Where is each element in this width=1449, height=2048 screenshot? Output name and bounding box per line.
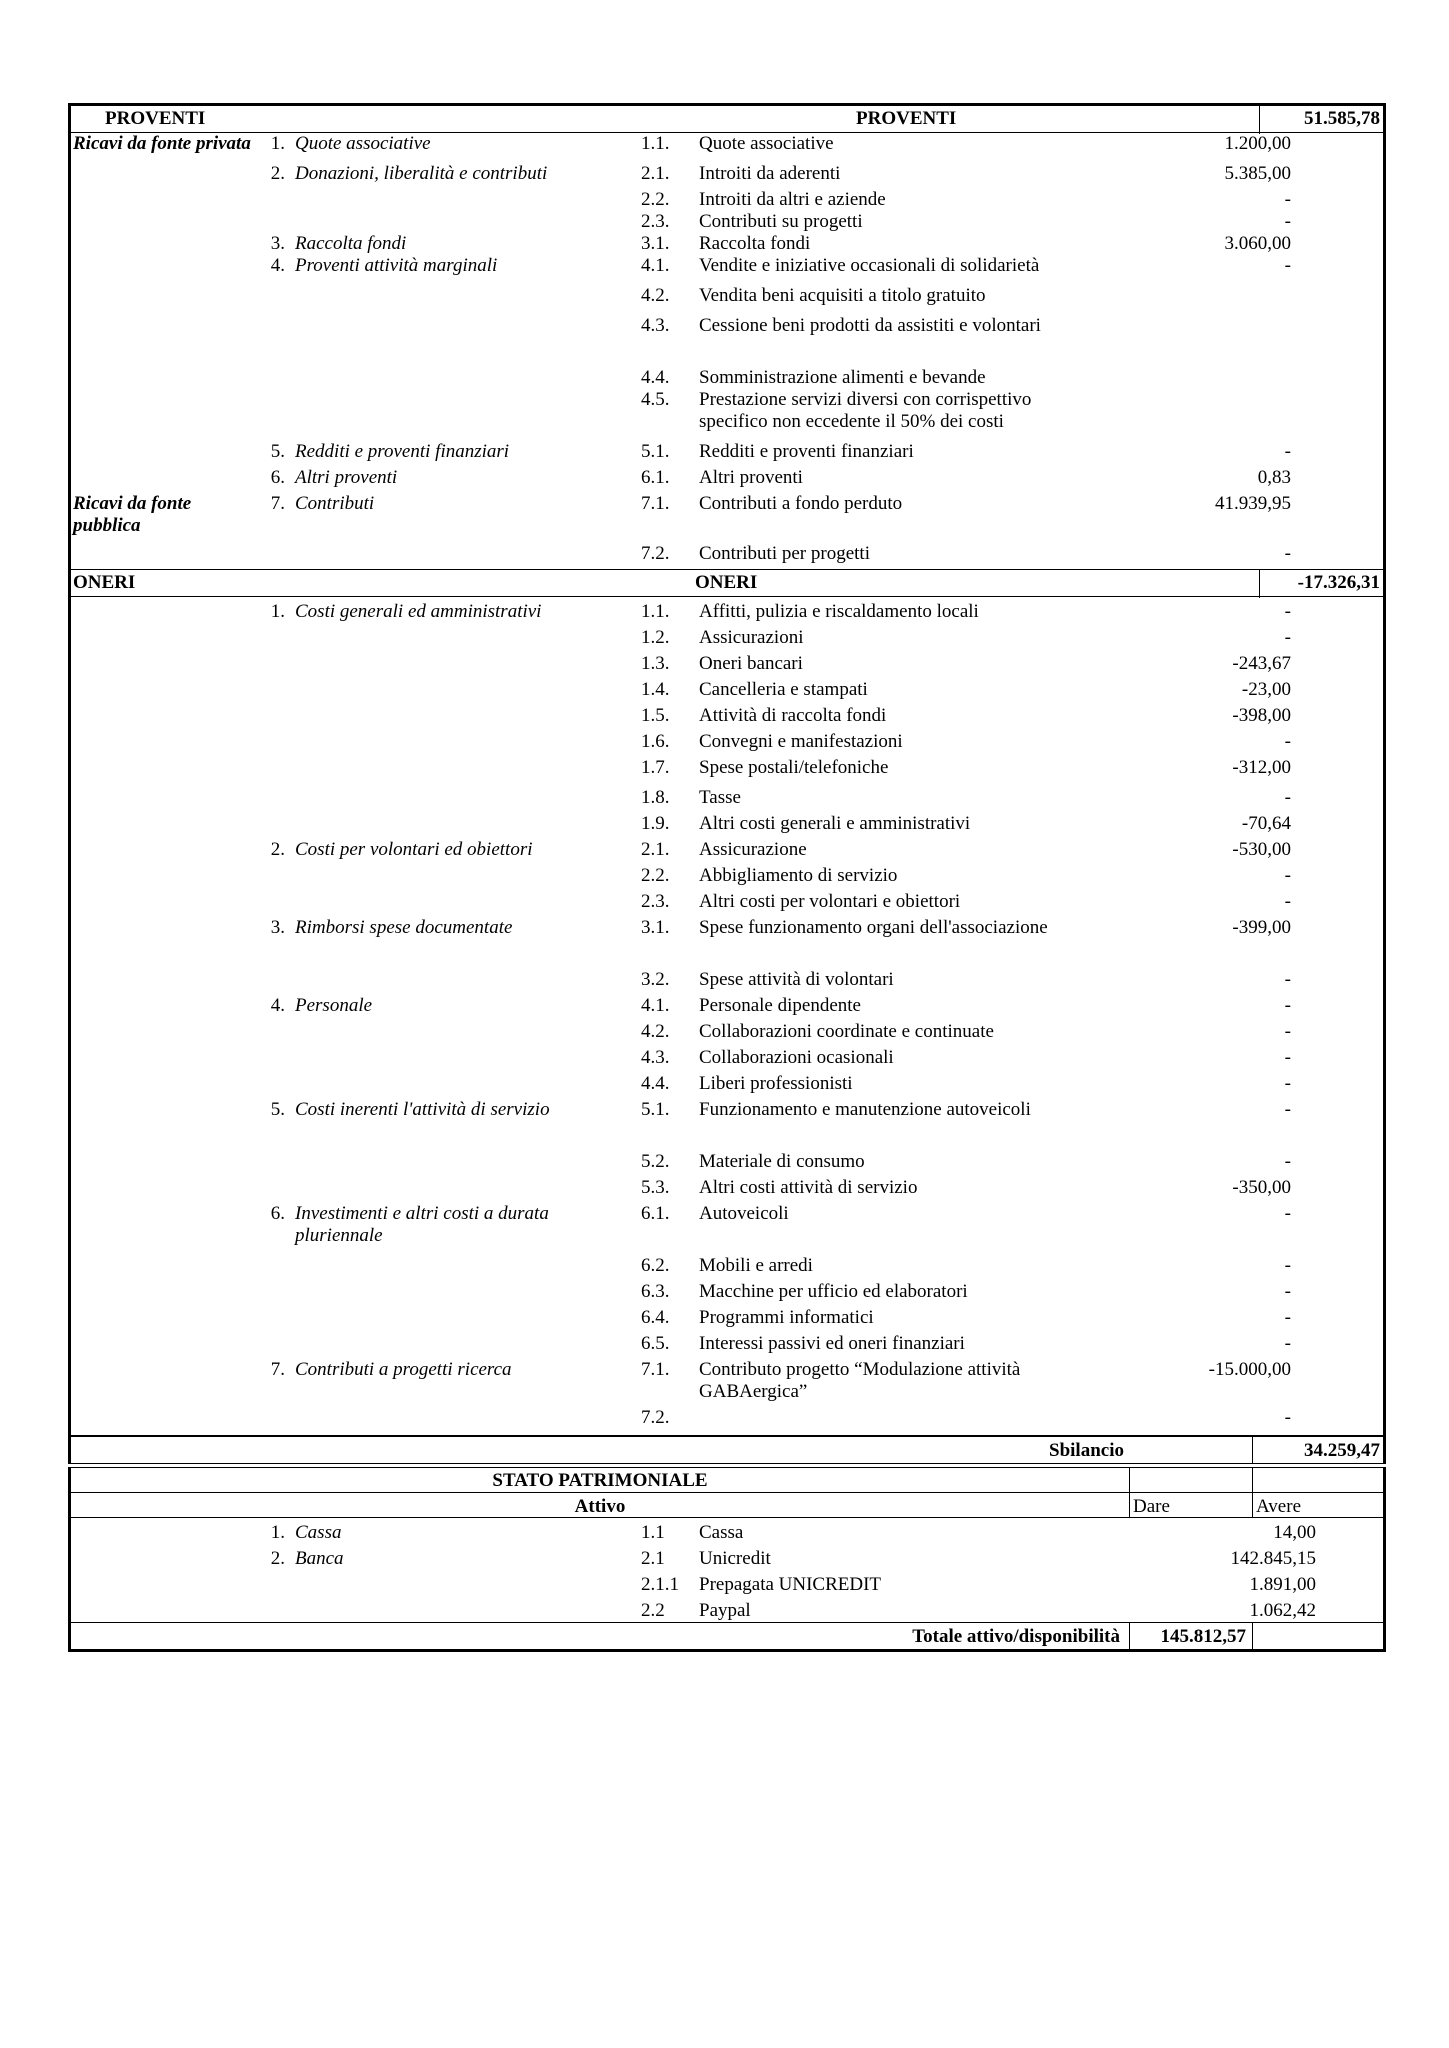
item-description: Collaborazioni ocasionali	[699, 1047, 894, 1068]
item-code: 3.2.	[641, 969, 670, 990]
oneri-row	[71, 995, 1383, 1017]
category-number: 2.	[270, 839, 285, 860]
oneri-header	[71, 570, 1383, 597]
item-description: Tasse	[699, 787, 741, 808]
oneri-row	[71, 1255, 1383, 1277]
item-amount: -	[1284, 1047, 1291, 1068]
sbilancio-divider	[1252, 1437, 1253, 1465]
oneri-row	[71, 1281, 1383, 1303]
item-description: Unicredit	[699, 1547, 771, 1569]
category-number: 5.	[270, 441, 285, 462]
item-description: Oneri bancari	[699, 653, 803, 674]
totale-attivo-label: Totale attivo/disponibilità	[912, 1625, 1120, 1647]
attivo-row	[71, 1574, 1383, 1596]
category-number: 2.	[270, 163, 285, 184]
item-description: Contributo progetto “Modulazione attività GABAergica”	[699, 1359, 1021, 1402]
oneri-row	[71, 627, 1383, 649]
sbilancio-value: 34.259,47	[1304, 1439, 1380, 1461]
oneri-row	[71, 839, 1383, 861]
oneri-row	[71, 787, 1383, 809]
item-description: Convegni e manifestazioni	[699, 731, 903, 752]
category-label: Contributi a progetti ricerca	[295, 1359, 512, 1380]
item-amount: -23,00	[1241, 679, 1291, 700]
item-code: 7.2.	[641, 543, 670, 564]
section-label: Ricavi da fonte privata	[73, 133, 251, 154]
oneri-row	[71, 1177, 1383, 1199]
totale-attivo-value: 145.812,57	[1160, 1625, 1246, 1647]
oneri-row	[71, 1407, 1383, 1429]
proventi-row	[71, 133, 1383, 155]
category-label: Redditi e proventi finanziari	[295, 441, 510, 462]
item-amount: -	[1284, 627, 1291, 648]
item-amount: -	[1284, 1307, 1291, 1328]
item-code: 2.2	[641, 1599, 665, 1621]
item-amount: -243,67	[1232, 653, 1291, 674]
item-amount: 3.060,00	[1224, 233, 1291, 254]
category-label: Personale	[295, 995, 373, 1016]
oneri-row	[71, 1151, 1383, 1173]
item-amount: -	[1284, 543, 1291, 564]
proventi-total: 51.585,78	[1304, 108, 1380, 129]
item-code: 4.2.	[641, 285, 670, 306]
item-amount: -	[1284, 969, 1291, 990]
oneri-row	[71, 653, 1383, 675]
item-code: 4.4.	[641, 1073, 670, 1094]
stato-patrimoniale-title-row	[71, 1468, 1383, 1493]
item-code: 4.5.	[641, 389, 670, 410]
category-number: 4.	[270, 995, 285, 1016]
item-amount: -	[1284, 1281, 1291, 1302]
category-number: 6.	[270, 467, 285, 488]
item-description: Affitti, pulizia e riscaldamento locali	[699, 601, 979, 622]
oneri-row	[71, 679, 1383, 701]
item-code: 2.3.	[641, 211, 670, 232]
oneri-total-divider	[1259, 570, 1260, 598]
item-description: Altri costi generali e amministrativi	[699, 813, 971, 834]
item-code: 1.8.	[641, 787, 670, 808]
item-amount: -	[1284, 189, 1291, 210]
item-description: Cancelleria e stampati	[699, 679, 868, 700]
category-label: Costi inerenti l'attività di servizio	[295, 1099, 550, 1120]
item-amount: -	[1284, 1203, 1291, 1224]
item-code: 2.2.	[641, 189, 670, 210]
oneri-row	[71, 601, 1383, 623]
item-amount: -	[1284, 891, 1291, 912]
oneri-row	[71, 757, 1383, 779]
item-amount: -	[1284, 1407, 1291, 1428]
item-code: 4.1.	[641, 995, 670, 1016]
oneri-row	[71, 1073, 1383, 1095]
totale-avere-divider	[1252, 1623, 1253, 1649]
oneri-row	[71, 865, 1383, 887]
item-amount: 142.845,15	[1230, 1547, 1316, 1569]
category-label: Cassa	[295, 1521, 342, 1543]
dare-divider	[1129, 1468, 1130, 1494]
category-number: 5.	[270, 1099, 285, 1120]
avere-divider-2	[1252, 1493, 1253, 1519]
proventi-row	[71, 255, 1383, 277]
category-label: Altri proventi	[295, 467, 398, 488]
item-code: 1.6.	[641, 731, 670, 752]
proventi-rows	[71, 133, 1383, 565]
item-description: Introiti da altri e aziende	[699, 189, 886, 210]
category-number: 3.	[270, 917, 285, 938]
totale-dare-divider	[1129, 1623, 1130, 1649]
item-description: Prestazione servizi diversi con corrispettivo specifico non eccedente il 50% dei costi	[699, 389, 1032, 432]
item-amount: -	[1284, 1021, 1291, 1042]
category-number: 3.	[270, 233, 285, 254]
proventi-row	[71, 367, 1383, 389]
item-description: Liberi professionisti	[699, 1073, 853, 1094]
section-label: Ricavi da fonte pubblica	[73, 493, 192, 536]
item-amount: -	[1284, 787, 1291, 808]
item-description: Vendite e iniziative occasionali di solidarietà	[699, 255, 1040, 276]
category-label: Contributi	[295, 493, 375, 514]
oneri-row	[71, 1021, 1383, 1043]
item-description: Cassa	[699, 1521, 744, 1543]
item-description: Assicurazioni	[699, 627, 804, 648]
item-code: 1.5.	[641, 705, 670, 726]
oneri-rows	[71, 601, 1383, 1429]
item-code: 2.1.	[641, 163, 670, 184]
attivo-rows	[71, 1522, 1383, 1622]
oneri-row	[71, 1099, 1383, 1121]
avere-divider	[1252, 1468, 1253, 1494]
item-code: 7.1.	[641, 1359, 670, 1380]
item-code: 2.1.1	[641, 1573, 679, 1595]
item-amount: 0,83	[1257, 467, 1291, 488]
oneri-row	[71, 969, 1383, 991]
item-amount: 5.385,00	[1224, 163, 1291, 184]
item-description: Paypal	[699, 1599, 751, 1621]
oneri-total: -17.326,31	[1297, 572, 1380, 593]
category-label: Investimenti e altri costi a durata pluriennale	[295, 1203, 549, 1246]
proventi-row	[71, 467, 1383, 489]
proventi-row	[71, 233, 1383, 255]
item-code: 4.2.	[641, 1021, 670, 1042]
attivo-subheader-row	[71, 1493, 1383, 1518]
item-amount: -	[1284, 995, 1291, 1016]
item-amount: -	[1284, 1255, 1291, 1276]
item-description: Autoveicoli	[699, 1203, 789, 1224]
item-description: Vendita beni acquisiti a titolo gratuito	[699, 285, 986, 306]
dare-column-header: Dare	[1133, 1495, 1170, 1517]
item-code: 2.1.	[641, 839, 670, 860]
proventi-left-header: PROVENTI	[105, 108, 206, 129]
item-description: Spese postali/telefoniche	[699, 757, 889, 778]
item-code: 1.1.	[641, 133, 670, 154]
oneri-row	[71, 705, 1383, 727]
item-description: Prepagata UNICREDIT	[699, 1573, 882, 1595]
item-amount: -312,00	[1232, 757, 1291, 778]
item-code: 5.3.	[641, 1177, 670, 1198]
oneri-row	[71, 1203, 1383, 1247]
category-label: Quote associative	[295, 133, 431, 154]
item-description: Spese attività di volontari	[699, 969, 894, 990]
item-description: Altri proventi	[699, 467, 803, 488]
item-code: 4.4.	[641, 367, 670, 388]
category-number: 2.	[270, 1547, 285, 1569]
item-code: 5.1.	[641, 441, 670, 462]
item-description: Spese funzionamento organi dell'associazione	[699, 917, 1048, 938]
item-code: 1.3.	[641, 653, 670, 674]
proventi-center-header: PROVENTI	[856, 108, 957, 129]
item-description: Personale dipendente	[699, 995, 861, 1016]
item-amount: 1.891,00	[1249, 1573, 1316, 1595]
item-description: Raccolta fondi	[699, 233, 811, 254]
category-label: Donazioni, liberalità e contributi	[295, 163, 548, 184]
oneri-row	[71, 1047, 1383, 1069]
item-description: Abbigliamento di servizio	[699, 865, 898, 886]
item-description: Cessione beni prodotti da assistiti e volontari	[699, 315, 1041, 336]
item-amount: -	[1284, 441, 1291, 462]
item-code: 6.1.	[641, 1203, 670, 1224]
proventi-row	[71, 315, 1383, 337]
category-label: Costi generali ed amministrativi	[295, 601, 542, 622]
item-amount: -	[1284, 211, 1291, 232]
oneri-row	[71, 1359, 1383, 1403]
item-amount: 1.062,42	[1249, 1599, 1316, 1621]
item-description: Quote associative	[699, 133, 834, 154]
stato-patrimoniale-title: STATO PATRIMONIALE	[492, 1469, 708, 1491]
category-label: Rimborsi spese documentate	[295, 917, 513, 938]
proventi-total-divider	[1259, 106, 1260, 134]
item-amount: -	[1284, 601, 1291, 622]
item-amount: -70,64	[1241, 813, 1291, 834]
oneri-row	[71, 917, 1383, 939]
proventi-header	[71, 106, 1383, 133]
oneri-row	[71, 813, 1383, 835]
item-amount: 14,00	[1273, 1521, 1316, 1543]
dare-divider-2	[1129, 1493, 1130, 1519]
item-code: 3.1.	[641, 233, 670, 254]
item-description: Assicurazione	[699, 839, 807, 860]
category-label: Raccolta fondi	[295, 233, 407, 254]
item-description: Contributi su progetti	[699, 211, 863, 232]
rendiconto-document	[68, 103, 1386, 1652]
item-description: Redditi e proventi finanziari	[699, 441, 914, 462]
proventi-row	[71, 211, 1383, 233]
item-description: Altri costi per volontari e obiettori	[699, 891, 961, 912]
category-number: 6.	[270, 1203, 285, 1224]
totale-attivo-row	[71, 1622, 1383, 1652]
item-amount: -350,00	[1232, 1177, 1291, 1198]
item-code: 2.1	[641, 1547, 665, 1569]
proventi-row	[71, 285, 1383, 307]
attivo-row	[71, 1600, 1383, 1622]
item-code: 1.9.	[641, 813, 670, 834]
item-description: Contributi per progetti	[699, 543, 870, 564]
item-code: 1.2.	[641, 627, 670, 648]
item-amount: -	[1284, 1333, 1291, 1354]
stato-patrimoniale-section	[68, 1467, 1386, 1652]
oneri-section	[68, 569, 1386, 1464]
item-code: 6.3.	[641, 1281, 670, 1302]
item-code: 3.1.	[641, 917, 670, 938]
proventi-row	[71, 189, 1383, 211]
item-amount: -	[1284, 1151, 1291, 1172]
oneri-center-header: ONERI	[695, 572, 758, 593]
item-code: 1.7.	[641, 757, 670, 778]
item-code: 4.3.	[641, 1047, 670, 1068]
proventi-row	[71, 163, 1383, 185]
oneri-row	[71, 891, 1383, 913]
item-description: Collaborazioni coordinate e continuate	[699, 1021, 994, 1042]
item-amount: -	[1284, 865, 1291, 886]
proventi-row	[71, 441, 1383, 463]
category-number: 4.	[270, 255, 285, 276]
oneri-row	[71, 1333, 1383, 1355]
item-description: Somministrazione alimenti e bevande	[699, 367, 986, 388]
item-amount: -530,00	[1232, 839, 1291, 860]
item-code: 6.4.	[641, 1307, 670, 1328]
proventi-row	[71, 389, 1383, 433]
attivo-subtitle: Attivo	[574, 1495, 626, 1517]
category-number: 1.	[270, 601, 285, 622]
item-description: Interessi passivi ed oneri finanziari	[699, 1333, 965, 1354]
item-amount: -398,00	[1232, 705, 1291, 726]
oneri-row	[71, 731, 1383, 753]
item-code: 6.1.	[641, 467, 670, 488]
sbilancio-label: Sbilancio	[1049, 1439, 1124, 1461]
item-code: 1.4.	[641, 679, 670, 700]
item-description: Materiale di consumo	[699, 1151, 865, 1172]
item-code: 4.1.	[641, 255, 670, 276]
item-description: Altri costi attività di servizio	[699, 1177, 918, 1198]
oneri-row	[71, 1307, 1383, 1329]
sbilancio-row	[71, 1437, 1383, 1464]
item-amount: -	[1284, 1073, 1291, 1094]
oneri-left-header: ONERI	[73, 572, 136, 593]
item-description: Attività di raccolta fondi	[699, 705, 887, 726]
item-code: 2.3.	[641, 891, 670, 912]
item-amount: 41.939,95	[1215, 493, 1291, 514]
item-code: 7.1.	[641, 493, 670, 514]
category-number: 7.	[270, 493, 285, 514]
item-code: 1.1	[641, 1521, 665, 1543]
item-code: 5.2.	[641, 1151, 670, 1172]
item-code: 6.2.	[641, 1255, 670, 1276]
item-code: 1.1.	[641, 601, 670, 622]
item-code: 4.3.	[641, 315, 670, 336]
avere-column-header: Avere	[1256, 1495, 1302, 1517]
item-amount: -	[1284, 1099, 1291, 1120]
item-amount: -399,00	[1232, 917, 1291, 938]
item-amount: -	[1284, 255, 1291, 276]
category-label: Banca	[295, 1547, 344, 1569]
item-description: Funzionamento e manutenzione autoveicoli	[699, 1099, 1031, 1120]
item-description: Contributi a fondo perduto	[699, 493, 903, 514]
proventi-row	[71, 493, 1383, 537]
item-amount: -15.000,00	[1208, 1359, 1291, 1380]
item-amount: 1.200,00	[1224, 133, 1291, 154]
category-number: 1.	[270, 133, 285, 154]
item-code: 2.2.	[641, 865, 670, 886]
item-description: Introiti da aderenti	[699, 163, 841, 184]
attivo-row	[71, 1548, 1383, 1570]
item-code: 5.1.	[641, 1099, 670, 1120]
item-description: Macchine per ufficio ed elaboratori	[699, 1281, 968, 1302]
item-description: Mobili e arredi	[699, 1255, 813, 1276]
item-description: Programmi informatici	[699, 1307, 874, 1328]
proventi-row	[71, 543, 1383, 565]
category-number: 1.	[270, 1521, 285, 1543]
item-code: 7.2.	[641, 1407, 670, 1428]
attivo-row	[71, 1522, 1383, 1544]
category-number: 7.	[270, 1359, 285, 1380]
category-label: Proventi attività marginali	[295, 255, 498, 276]
category-label: Costi per volontari ed obiettori	[295, 839, 533, 860]
item-code: 6.5.	[641, 1333, 670, 1354]
proventi-section	[68, 103, 1386, 569]
item-amount: -	[1284, 731, 1291, 752]
